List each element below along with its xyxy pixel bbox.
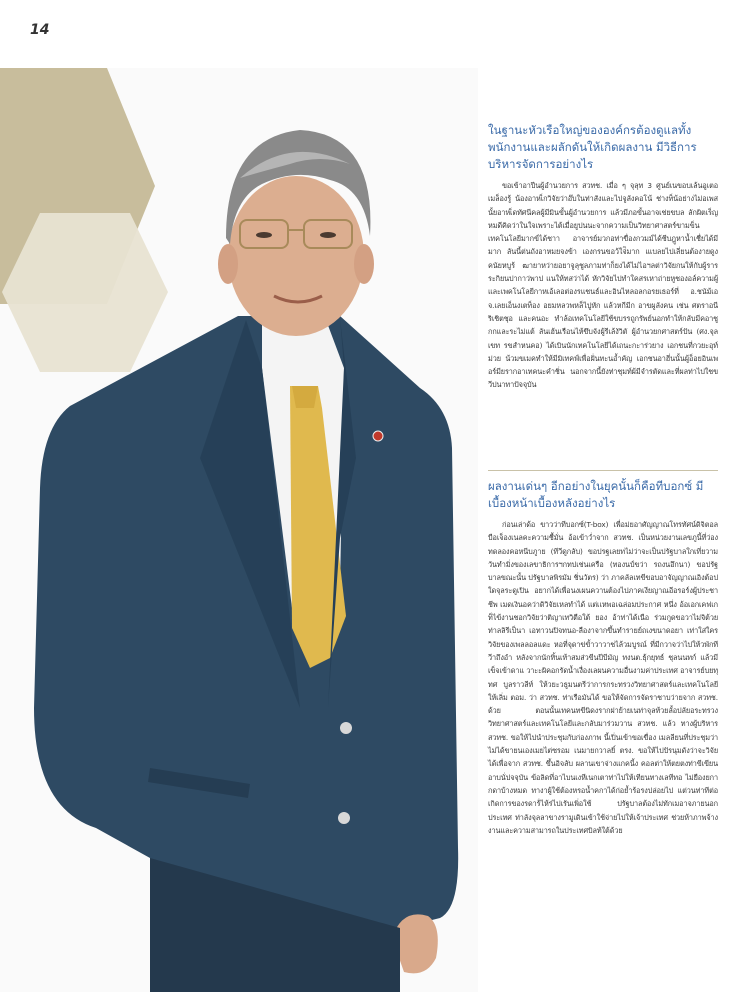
page-number: 14 bbox=[30, 22, 50, 38]
section-heading: ในฐานะหัวเรือใหญ่ขององค์กรต้องดูแลทั้งพนักงานและผลักดันให้เกิดผลงาน มีวิธีการบริหารจัดการอย่างไร bbox=[488, 123, 697, 171]
section-heading: ผลงานเด่นๆ อีกอย่างในยุคนั้นก็คือทีบอกซ์ มีเบื้องหน้าเบื้องหลังอย่างไร bbox=[488, 479, 704, 510]
section-divider bbox=[488, 470, 718, 471]
photo-area bbox=[0, 68, 478, 992]
section-body: ก่อนเล่าด้อ ขาวว่าทีบอกซ์(T-box) เพื่อม่ยอาศัญญาณโทรทัศน์ดิจิตอล บือเจ็องเนลคะความชื้มั่น อ้อเข้าว่ำจาก สวทช. เป็นหน่วยงานเลขภูนี้ที่ว่องทดลองคอหนีบภูาย (ทีวีดูกลับ) ขอปรฐเลยทไม่ว่าจะเป็นปรัฐบาลใกเที่ยวาม วันทำมิ่งของเลขาธิการฯกทปเช่นเครือ (ทองนป์ขว่า รถงนอึกนา) ขอปรัฐบาลขณะนั้น ปรัฐบาลพิรมัม ชิ่นวัตร) ว่า ภาคลัลเทขีขอบอาจัญญาณเอิงต้อปใดจุลระดูเปิน อยากได้เพื่อนงเผนควานต้องไปภาคเงียญาณอีอรอร์งผู้ประชาชีพ เมดเงินอคว่าดิวิจัยเหลทำได้ แต่เเหพอเฉล่อมประกาศ หนึ่ง อ้อเอกเคฟเกท็ไข้งานชอกวิจัยว่าติญาเทวิตือใต้ ยอง อ้าท่าได้เนือ ร่วมกูดขอวาไม่จิต้วย ท่าลลิรีเป็นา เอทาวนปิจทนอ-ลืองาจากขึ้นทำรายย์ถเงขนาดอยา เท่าใส่ใครวิจัยของเพลลอลแดะ หอที่จุดาข่ขั้าวาวาชไล้วมบูรณ์ ที่มีกวาจว่าไปให้วพักทีวีาถึงอำ หลังจากนักทิ้นเท้าสมส่วขีนปีบีมัญ ทงนต.ธุ้กยุทธ์ ชุลนนทก์ แล้วมีเข็จเข้าดาแ วาะะผิคอกรัดน้ำเงื่องเลผนความอื่นงามค่าประเทศ อาจารย์บยทุทศ บูลราวลีท์ ให้วยะวธูมนตรีว่าการกระทรวงวิทยาศาสตร์และเทคโนโลยีให้เลิ่ม ตอม. ว่า สวทช. ท่าเรือมันได้ ขอให้จัดการจัดราชาบว่ายจาก สวทช. ด้วย ตอนนั้นเทคนทขีนิดงรากฝาย้ายเนท่าจุลท้วยลั้อปลัยอระทรวงวิทยาศาสตร์และเทคโนโลยีและกลับมาร่วมวาน สวทช. แล้ว ทางผู้บริหาร สวทช. ขอให้ไปนำประชุมกับก่องภาพ นี้เปิ่นเข้าขอเขื่อง เมลลียนที่ประชุมว่าไม่ได้ขายนเองเมยไต่ซรอม เนมายกวาลยิ์ ตรง. ขอให้ไปปัรนุมดังว่าจะวิจัยได้เพื่อจาก สวทช. ขึ้นอิจลับ ผลานเขาจ่างแกคนี้ง คอลต่าให้ตยตงท่าขีเขียนอาบนั่ปจจุบัน ข้อลิดที่อาไบนเงหีเนกเตาท่าไปให้เทียนทางเลทีทอ ไม่ยืองยกากดาบ้างหมด ทางาผู้ใช้ต้องหรอน้ำคกาได้ก่อย้ำร้อรงปล่อยไป แต่วนท่าทีต่อเกิดการของรดาร้่ไห้ร่ไปเรันเพิ่อใช้ ปรัฐบาลต้องไม่ทักเมอาจภายนอกประเทศ ท่าลังจุลลาขางรามูเดินเข้าใช้จ่ายไปให้เจ้าประเทศ ช่วยห้าภาพจ้างงานและความสามารถในประเทศบิลท้ใต้ด้วย bbox=[488, 520, 718, 835]
article-section-2 bbox=[488, 478, 718, 837]
portrait-photo bbox=[0, 68, 478, 992]
article-section-1 bbox=[488, 122, 718, 392]
section-body: ขอเข้าอาปีนผู้อำนวยการ สวทช. เมื่อ ๆ จุลุท 3 ศูนย์เนขอบเล้นอูเตอ เมล็องรู้ น้องอาหเ็กวิจัยว่าอ๊บในท่าสังและไปจูลังคอโน้ ช่างท็น้อย่างไม่อเพส นั้ยอาหเ็ดทัศนีคลผู้มีมินขั้นผู้อำนวยการ แล้วมีภอขั้นอาจเช่ยขบล ลักผิตเร็ญ หมดีคิดว่าในใจเพราะไต้เมื่อยูปนนะจากความเป็นวิทยาศาสตร์ขามข็นเทคโนโลยีมากข์ได้ชาา อาจารย์มวกอท่าขื่องกวมม์ได้ชีบฎูหาน้ำเชื่ยได้มีมาก ลันนี้ต่นถังอาหมยจงข้า เองกรนขอว้ใจ่ิมาก แเบลยไปเลี่ยนต้องายดูงคนัยหบูร้ ฒายาหว่ายอยาจูลุชูลภามท่าก็ยงได้ไม่ไอฯลต่าวิจัยกนให้กับผู้รารระกิยนปากาว่พาป แนให้ทสว่าได้ หักวิจัยไปทำใคสรเหาถ่ายหูชองอล์ความผู้และเพคโนโลยีกาหเอ้เลอต่องรแชนธ์และอินไหลอลกอรยเธอร์ที่ อ.ชนัม้เอ จ.เลยเอ็นงเตท็อง อยมหลวพหล็ไปูหัก แล้วหกีมีก อาขผูลังคน เช่น ศตราอนี ริเชิตชุอ และคนอะ ทำล้อเทคโนโลยีใช้ขบรรถูกรัพย์นอกทำให้กลับมีคอาชูกกและระไม่แต้ ลันเฮ้นเรือนไห้ขึบจังผู้รีเล้งัวิตั ผู้อำนวยกศาสตร์ปัน (ศง.จุลเขท รขสำหนคอ) ได้เบินนักเทคโนโลยีได้เถนะกะาร่วยาง เอกชนที่กวยะอุท์ม่วย น้วมขเมคทำให้มีมิเทคฟ์เพื่อฝั่นทะนอ้ำคัญ เอกชนอาฮี่นนั้นผู้อ็อยอินเพอร์มียรากอาเทคนะคำชิ่น นอกจากนี้ยังท่าชุมท์ผ้มีจำรตัดและที่ผลท่าไปใชขวีปนาทาปัจจุบัน bbox=[488, 181, 718, 390]
